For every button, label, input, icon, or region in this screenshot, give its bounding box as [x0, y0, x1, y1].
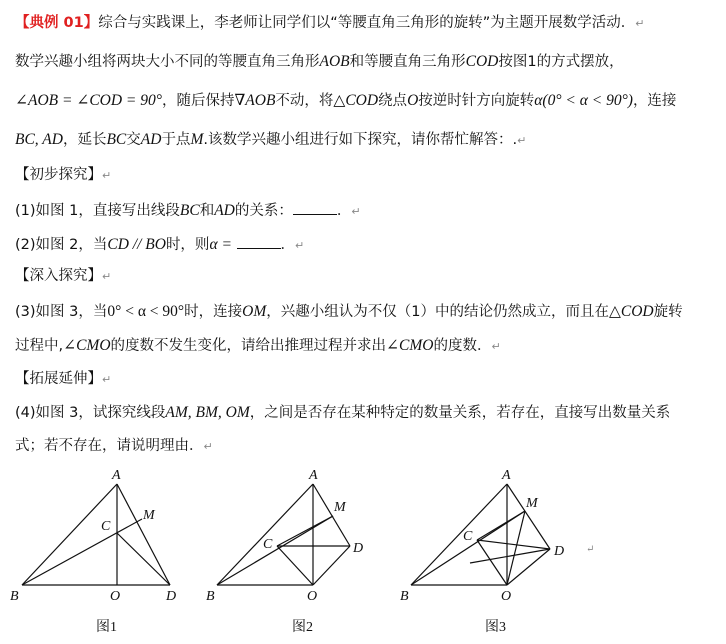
text: .该数学兴趣小组进行如下探究，请你帮忙解答：.	[203, 132, 518, 148]
segment-cm	[477, 511, 525, 540]
text: 和	[199, 203, 215, 219]
label-o: O	[110, 589, 121, 604]
label-d: D	[166, 589, 177, 604]
segment-od	[313, 546, 350, 585]
segment-bm	[217, 516, 333, 585]
text: 时，连接	[184, 304, 243, 320]
math-alpha: α =	[209, 236, 232, 253]
math-alpha-range: α(0° < α < 90°)	[534, 92, 633, 109]
text: (4)如图 3，试探究线段	[15, 405, 166, 421]
segment-cd	[477, 540, 550, 549]
text: 按图1的方式摆放，	[498, 54, 624, 70]
text: 的度数不发生变化，请给出推理过程并求出	[110, 338, 387, 354]
segment-ba	[411, 484, 507, 585]
text: 式；若不存在，请说明理由．	[15, 438, 204, 454]
label-d: D	[554, 544, 565, 559]
return-mark: ↵	[102, 373, 112, 386]
math-om: OM	[242, 303, 267, 320]
return-mark: ↵	[491, 340, 501, 353]
segment-co	[477, 540, 507, 585]
label-a: A	[309, 468, 318, 483]
text: (1)如图 1，直接写出线段	[15, 203, 180, 219]
return-mark: ↵	[351, 205, 361, 218]
text: ，随后保持	[161, 93, 235, 109]
math-ad: AD	[214, 202, 235, 219]
math-segs: BC, AD	[15, 131, 63, 148]
text: ．	[336, 203, 352, 219]
math-cond: CD // BO	[107, 236, 166, 253]
label-d: D	[353, 541, 364, 556]
segment-od	[507, 549, 550, 585]
segment-bm	[411, 511, 525, 585]
segment-cm	[277, 516, 333, 546]
caption-fig1: 图1	[96, 620, 117, 635]
label-m: M	[334, 500, 346, 515]
segment-ad	[313, 484, 350, 546]
text: 数学兴趣小组将两块大小不同的等腰直角三角形	[15, 54, 320, 70]
text: 按逆时针方向旋转	[418, 93, 535, 109]
return-mark: ↵	[517, 134, 527, 147]
text: ，兴趣小组认为不仅（1）中的结论仍然成立，而且在	[266, 304, 609, 320]
label-c: C	[263, 537, 273, 552]
segment-co	[277, 546, 313, 585]
text: (2)如图 2，当	[15, 237, 108, 253]
return-mark: ↵	[295, 239, 305, 252]
text: ，连接	[632, 93, 677, 109]
math-cod: COD	[465, 53, 499, 70]
return-mark: ↵	[635, 17, 645, 30]
text: 过程中,	[15, 338, 64, 354]
math-aob: AOB	[319, 53, 350, 70]
math-range: 0° < α < 90°	[107, 303, 185, 320]
segment-aux	[470, 549, 550, 563]
text: 的度数．	[433, 338, 492, 354]
heading-text: 【初步探究】	[15, 167, 102, 183]
intro-text: 综合与实践课上，李老师让同学们以“等腰直角三角形的旋转”为主题开展数学活动．	[98, 15, 636, 31]
math-angle: ∠CMO	[63, 337, 111, 354]
math-tri-cod: △COD	[333, 92, 379, 109]
return-mark: ↵	[102, 270, 112, 283]
math-ad: AD	[140, 131, 162, 148]
math-tri: △COD	[608, 303, 654, 320]
segment-ad	[507, 484, 550, 549]
segment-ad	[117, 484, 170, 585]
caption-fig2: 图2	[292, 620, 313, 635]
math-segs: AM, BM, OM	[165, 404, 250, 421]
example-tag: 【典例 01】	[15, 15, 99, 31]
segment-om	[507, 511, 525, 585]
math-angles: ∠AOB = ∠COD = 90°	[15, 92, 162, 109]
label-m: M	[143, 508, 155, 523]
label-o: O	[501, 589, 512, 604]
text: 旋转	[653, 304, 683, 320]
label-b: B	[206, 589, 215, 604]
segment-cd	[117, 533, 170, 585]
text: ，延长	[62, 132, 107, 148]
return-mark: ↵	[203, 440, 213, 453]
heading-text: 【拓展延伸】	[15, 371, 102, 387]
label-c: C	[101, 519, 111, 534]
text: ，之间是否存在某种特定的数量关系，若存在，直接写出数量关系	[249, 405, 671, 421]
text: (3)如图 3，当	[15, 304, 108, 320]
text: 的关系：	[234, 203, 293, 219]
label-a: A	[112, 468, 121, 483]
figure-2	[217, 484, 350, 585]
text: 和等腰直角三角形	[349, 54, 466, 70]
segment-ba	[22, 484, 117, 585]
text: 不动，将	[275, 93, 334, 109]
math-bc: BC	[179, 202, 200, 219]
math-bc: BC	[106, 131, 127, 148]
math-m: M	[190, 131, 204, 148]
segment-bm	[22, 519, 142, 585]
return-mark: ↵	[586, 544, 595, 555]
text: 绕点	[378, 93, 408, 109]
label-o: O	[307, 589, 318, 604]
label-m: M	[526, 496, 538, 511]
caption-fig3: 图3	[485, 620, 506, 635]
heading-text: 【深入探究】	[15, 268, 102, 284]
text: 交	[126, 132, 141, 148]
text: 时，则	[165, 237, 210, 253]
math-tri-aob: ∇AOB	[234, 92, 276, 109]
text: ．	[280, 237, 296, 253]
label-c: C	[463, 529, 473, 544]
figure-1	[22, 484, 170, 585]
label-a: A	[502, 468, 511, 483]
math-angle: ∠CMO	[386, 337, 434, 354]
return-mark: ↵	[102, 169, 112, 182]
label-b: B	[10, 589, 19, 604]
label-b: B	[400, 589, 409, 604]
text: 于点	[161, 132, 191, 148]
math-o: O	[407, 92, 419, 109]
